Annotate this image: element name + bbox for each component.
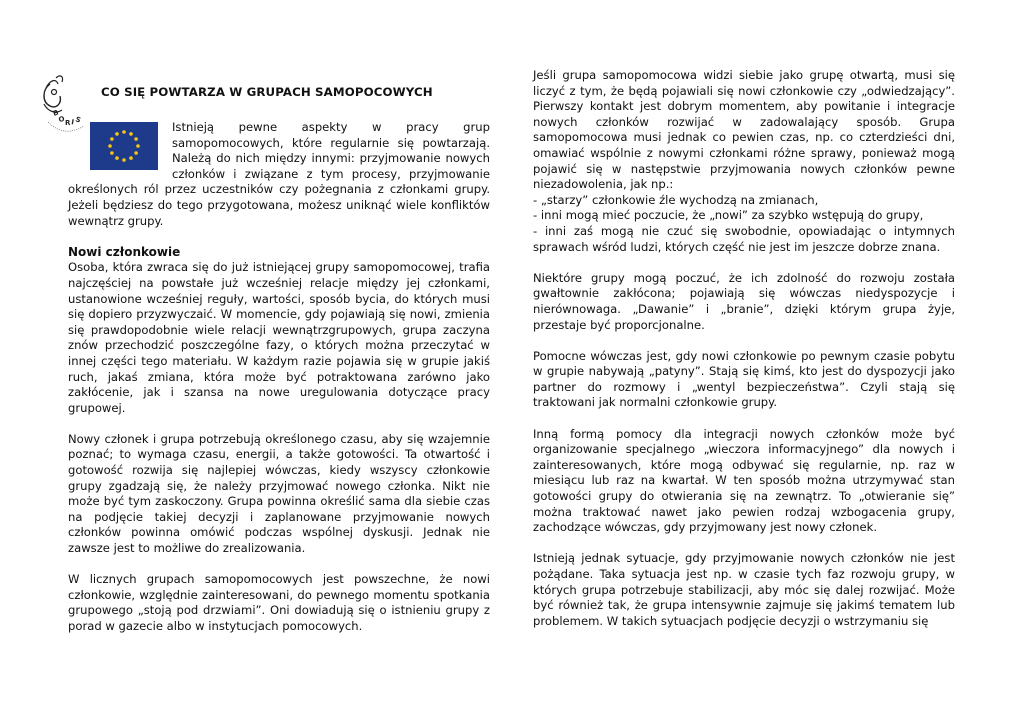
header-row — [51, 68, 490, 127]
eu-flag-stars — [90, 122, 158, 170]
svg-text:I: I — [70, 118, 75, 127]
left-column — [51, 68, 490, 635]
page-title: CO SIĘ POWTARZA W GRUPACH SAMOPOCOWYCH — [101, 85, 433, 99]
paragraph: Niektóre grupy mogą poczuć, że ich zdolność do rozwoju została gwałtownie zakłócona; pojawiają się wówczas niedyspozycje i nierównowaga. „Dawanie” i „branie”, dzięki którym grupa żyje, przestaje być proporcjonalne. — [533, 270, 955, 332]
svg-text:B: B — [51, 108, 60, 118]
paragraph: Jeśli grupa samopomocowa widzi siebie jako grupę otwartą, musi się liczyć z tym, że będą pojawiali się nowi członkowie czy „odwiedzający”. Pierwszy kontakt jest dobrym momentem, aby powitanie i integracje nowych członków rozwijać w zadowalający sposób. Grupa samopomocowa musi jednak co pewien czas, np. co czterdzieści dni, omawiać wspólnie z nowymi członkami różne sprawy, ponieważ mogą pojawić się w następstwie przyjmowania nowych członków pewne niezadowolenia, jak np.: — [533, 68, 955, 192]
svg-text:R: R — [65, 119, 71, 127]
intro-section — [68, 120, 490, 229]
list-item: - „starzy” członkowie źle wychodzą na zmianach, — [533, 192, 819, 207]
paragraph: Pomocne wówczas jest, gdy nowi członkowie po pewnym czasie pobytu w grupie nabywają „patyny”. Stają się kimś, kto jest do dyspozycji jako partner do rozmowy i „wentyl bezpieczeństwa”. Czyli stają się traktowani jak normalni członkowie grupy. — [533, 348, 955, 410]
svg-text:S: S — [74, 115, 82, 125]
paragraph: Istnieją jednak sytuacje, gdy przyjmowanie nowych członków nie jest pożądane. Taka sytuacja jest np. w czasie tych faz rozwoju grupy, w których grupa potrzebuje stabilizacji, aby móc się dalej rozwijać. Może być również tak, że grupa intensywnie zajmuje się jakimś tematem lub problemem. W takich sytuacjach podjęcie decyzji o wstrzymaniu się — [533, 551, 955, 628]
section-heading-new-members: Nowi członkowie — [68, 244, 181, 259]
eu-flag-icon — [90, 122, 158, 170]
paragraph: Osoba, która zwraca się do już istniejącej grupy samopomocowej, trafia najczęściej na powstałe już wcześniej relacje między jej członkami, ustanowione wcześniej reguły, wartości, sposób bycia, do których musi się dopiero przyzwyczaić. W momencie, gdy pojawiają się nowi, zmienia się prawdopodobnie wiele relacji wewnątrzgrupowych, grupa zaczyna znów przechodzić poszczególne fazy, o których można przeczytać w innej części tego materiału. W każdym razie pojawia się w grupie jakiś ruch, jakaś zmiana, która może być potraktowana zarówno jako zakłócenie, jak i szansa na nowe uregulowania dotyczące pracy grupowej. — [68, 260, 490, 415]
list-item: - inni mogą mieć poczucie, że „nowi” za szybko wstępują do grupy, — [533, 208, 924, 223]
paragraph: Nowy członek i grupa potrzebują określonego czasu, aby się wzajemnie poznać; to wymaga czasu, energii, a także gotowości. Ta otwartość i gotowość rozwija się najlepiej wówczas, kiedy wszyscy członkowie grupy zgadzają się, że należy przyjmować nowego członka. Nikt nie może być tym zaskoczony. Grupa powinna określić sama dla siebie czas na podjęcie takiej decyzji i zaplanowane przyjmowanie nowych członków powinna omówić podczas wspólnej dyskusji. Jednak nie zawsze jest to możliwe do zrealizowania. — [68, 431, 490, 556]
svg-text:O: O — [57, 115, 66, 124]
right-column — [533, 68, 955, 629]
paragraph: W licznych grupach samopomocowych jest powszechne, że nowi członkowie, względnie zainteresowani, do pewnego momentu spotkania grupowego „stoją pod drzwiami”. Oni dowiadują się o istnieniu grupy z porad w gazecie albo w instytucjach pomocowych. — [68, 572, 490, 633]
intro-paragraph: Istnieją pewne aspekty w pracy grup samopomocowych, które regularnie się powtarzają. Należą do nich między innymi: przyjmowanie nowych członków i związane z tym procesy, przyjmowanie określonych ról przez uczestników czy pożegnania z członkami grupy. Jeżeli będziesz do tego przygotowana, możesz uniknąć wiele konfliktów wewnątrz grupy. — [68, 120, 490, 228]
paragraph: Inną formą pomocy dla integracji nowych członków może być organizowanie specjalnego „wieczora informacyjnego” dla nowych i zainteresowanych, które mogą odbywać się regularnie, np. raz w miesiącu lub raz na kwartał. W ten sposób można utrzymywać stan gotowości grupy do otwierania się na zewnątrz. To „otwieranie się” można traktować nawet jako pewien rodzaj wzbogacenia grupy, zachodzące wówczas, gdy przyjmowany jest nowy członek. — [533, 426, 955, 535]
list-item: - inni zaś mogą nie czuć się swobodnie, opowiadając o intymnych sprawach wśród ludzi, których część nie jest im jeszcze dobrze znana. — [533, 223, 955, 254]
